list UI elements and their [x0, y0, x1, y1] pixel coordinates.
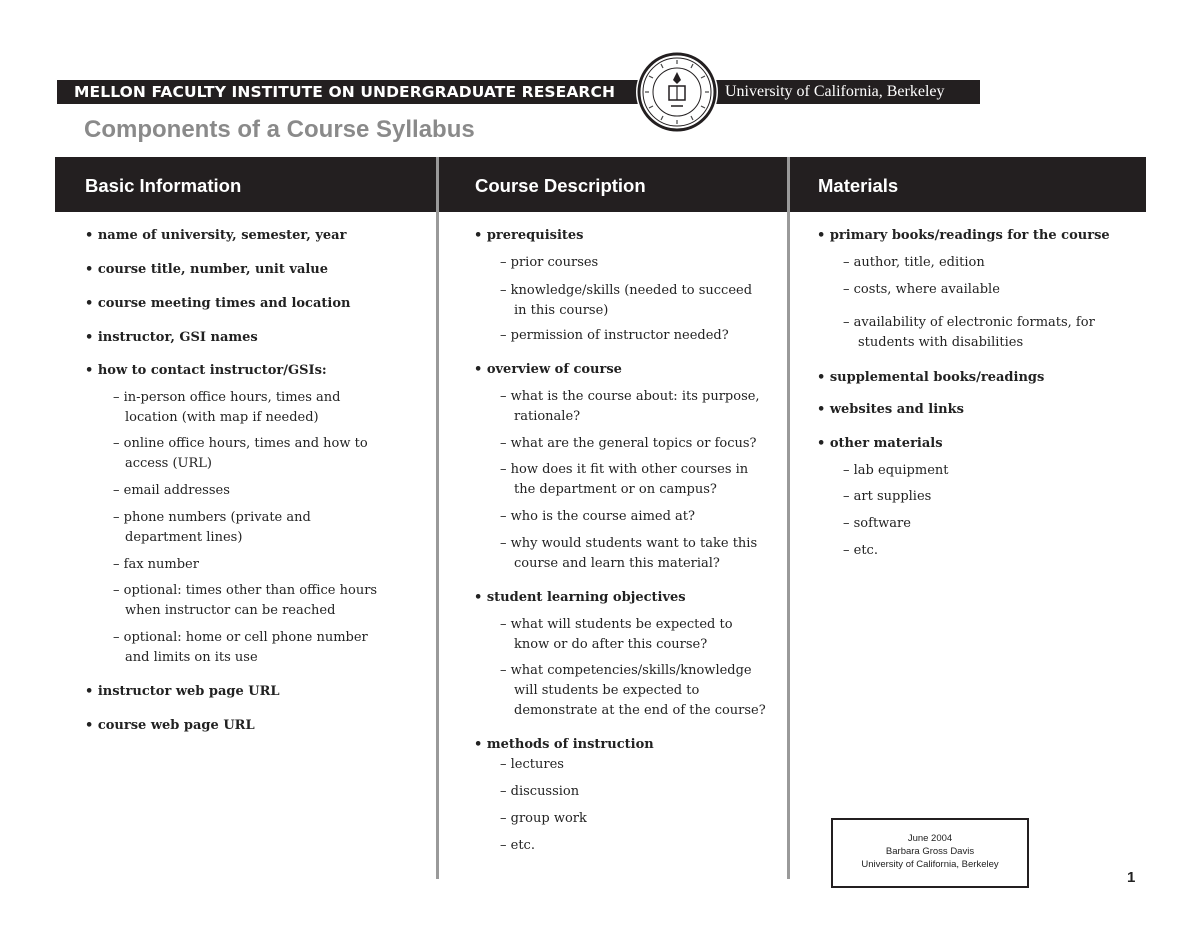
sub-item: – software	[843, 516, 911, 531]
sub-item: – author, title, edition	[843, 255, 985, 270]
bullet-item: • prerequisites	[474, 228, 584, 243]
bullet-item: • websites and links	[817, 402, 964, 417]
bullet-item: • instructor, GSI names	[85, 330, 258, 345]
sub-item: rationale?	[514, 409, 581, 424]
sub-item: know or do after this course?	[514, 637, 708, 652]
sub-item: location (with map if needed)	[125, 410, 319, 425]
sub-item: – who is the course aimed at?	[500, 509, 695, 524]
column-divider	[787, 157, 790, 879]
sub-item: – knowledge/skills (needed to succeed	[500, 283, 753, 298]
sub-item: – what is the course about: its purpose,	[500, 389, 760, 404]
sub-item: – email addresses	[113, 483, 230, 498]
bullet-item: • name of university, semester, year	[85, 228, 347, 243]
sub-item: – prior courses	[500, 255, 599, 270]
sub-item: – optional: home or cell phone number	[113, 630, 368, 645]
bullet-item: • course title, number, unit value	[85, 262, 329, 277]
column-heading-course-description: Course Description	[475, 175, 646, 196]
column-heading-materials: Materials	[818, 175, 899, 196]
page-title: Components of a Course Syllabus	[84, 116, 475, 143]
uc-berkeley-seal-icon	[635, 50, 719, 134]
column-heading-basic-information: Basic Information	[85, 175, 242, 196]
column-divider	[436, 157, 439, 879]
bullet-item: • course meeting times and location	[85, 296, 351, 311]
sub-item: demonstrate at the end of the course?	[514, 703, 766, 718]
bullet-item: • primary books/readings for the course	[817, 228, 1110, 243]
sub-item: and limits on its use	[125, 650, 258, 665]
sub-item: course and learn this material?	[514, 556, 720, 571]
sub-item: department lines)	[125, 530, 243, 545]
institute-banner	[57, 80, 980, 104]
sub-item: will students be expected to	[514, 683, 700, 698]
sub-item: – how does it fit with other courses in	[500, 462, 749, 477]
sub-item: access (URL)	[125, 456, 213, 471]
bullet-item: • how to contact instructor/GSIs:	[85, 363, 327, 378]
sub-item: – costs, where available	[843, 282, 1000, 297]
sub-item: – what are the general topics or focus?	[500, 436, 757, 451]
sub-item: – what will students be expected to	[500, 617, 733, 632]
university-name: University of California, Berkeley	[725, 83, 945, 100]
bullet-item: • student learning objectives	[474, 590, 686, 605]
sub-item: – optional: times other than office hours	[113, 583, 378, 598]
sub-item: in this course)	[514, 303, 609, 318]
sub-item: – art supplies	[843, 489, 932, 504]
page-number: 1	[1127, 869, 1136, 886]
author-stamp	[831, 818, 1029, 888]
bullet-item: • methods of instruction	[474, 737, 654, 752]
sub-item: – phone numbers (private and	[113, 510, 311, 525]
sub-item: when instructor can be reached	[125, 603, 336, 618]
sub-item: – lab equipment	[843, 463, 949, 478]
sub-item: – availability of electronic formats, for	[843, 315, 1095, 330]
column-header-bar	[55, 157, 1146, 212]
sub-item: – why would students want to take this	[500, 536, 758, 551]
sub-item: – etc.	[500, 838, 535, 853]
sub-item: – etc.	[843, 543, 878, 558]
sub-item: students with disabilities	[858, 335, 1024, 350]
sub-item: – in-person office hours, times and	[113, 390, 341, 405]
sub-item: – online office hours, times and how to	[113, 436, 368, 451]
stamp-date: June 2004	[907, 833, 953, 844]
sub-item: – what competencies/skills/knowledge	[500, 663, 752, 678]
sub-item: – discussion	[500, 784, 580, 799]
bullet-item: • other materials	[817, 436, 943, 451]
sub-item: – permission of instructor needed?	[500, 328, 729, 343]
sub-item: – fax number	[113, 557, 199, 572]
bullet-item: • overview of course	[474, 362, 622, 377]
bullet-item: • instructor web page URL	[85, 684, 280, 699]
sub-item: – group work	[500, 811, 587, 826]
sub-item: the department or on campus?	[514, 482, 717, 497]
stamp-affiliation: University of California, Berkeley	[861, 859, 999, 870]
bullet-item: • supplemental books/readings	[817, 370, 1045, 385]
sub-item: – lectures	[500, 757, 564, 772]
bullet-item: • course web page URL	[85, 718, 255, 733]
institute-name: MELLON FACULTY INSTITUTE ON UNDERGRADUATE RESEARCH	[74, 83, 616, 101]
stamp-author: Barbara Gross Davis	[885, 846, 975, 857]
